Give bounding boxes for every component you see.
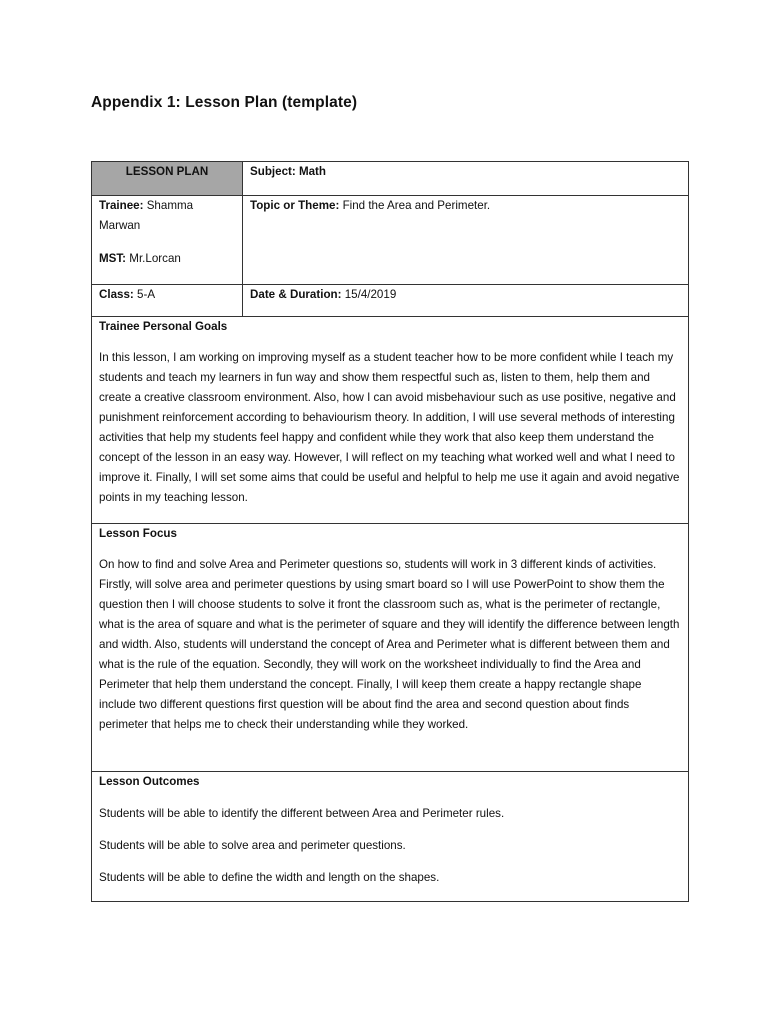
page-heading: Appendix 1: Lesson Plan (template): [91, 94, 358, 111]
trainee-cell: [92, 196, 243, 285]
lesson-plan-table: [91, 161, 689, 902]
lesson-outcomes-section: [92, 772, 689, 902]
trainee-value: Shamma Marwan: [99, 199, 194, 232]
table-row: [92, 524, 689, 772]
lesson-plan-header-cell: [92, 162, 243, 196]
mst-label: MST:: [99, 252, 127, 265]
lesson-outcome-item: Students will be able to solve area and perimeter questions.: [99, 839, 406, 852]
lesson-focus-section: [92, 524, 689, 772]
class-cell: [92, 285, 243, 317]
lesson-outcomes-title: Lesson Outcomes: [99, 775, 200, 788]
table-row: [92, 196, 689, 285]
mst-value: Mr.Lorcan: [129, 252, 181, 265]
lesson-focus-title: Lesson Focus: [99, 527, 177, 540]
lesson-outcome-item: Students will be able to define the width and length on the shapes.: [99, 871, 440, 884]
lesson-plan-label: LESSON PLAN: [125, 165, 209, 178]
table-row: [92, 317, 689, 524]
topic-cell: [243, 196, 689, 285]
subject-label: Subject: Math: [250, 165, 327, 178]
lesson-focus-text: On how to find and solve Area and Perimeter questions so, students will work in 3 different kinds of activities. Firstly, will solve area and perimeter questions by using smart board so I will use PowerPoint to show them the question then I will choose students to solve it front the classroom such as, what is the perimeter of rectangle, what is the area of square and what is the perimeter of square and they will identify the difference between length and width. Also, students will understand the concept of Area and Perimeter what is different between them and what is the rule of the equation. Secondly, they will work on the worksheet individually to find the Area and Perimeter that help them understand the concept. Finally, I will keep them create a happy rectangle shape include two different questions first question will be about find the area and second question about finds perimeter that helps me to check their understanding while they worked.: [99, 558, 680, 731]
date-value: 15/4/2019: [344, 288, 397, 301]
mst-line: [99, 249, 235, 269]
personal-goals-text: In this lesson, I am working on improving myself as a student teacher how to be more confident while I teach my students and teach my learners in fun way and show them respectful such as, listen to them, help them and create a creative classroom environment. Also, how I can avoid misbehaviour such as use positive, negative and punishment reinforcement according to behaviourism theory. In addition, I will use several methods of interesting activities that help my students feel happy and confident while they work that also keep them understand the concept of the lesson in an easy way. However, I will reflect on my teaching what worked well and what I need to improve it. Finally, I will set some aims that could be useful and helpful to help me use it again and avoid negative points in my teaching lesson.: [99, 351, 680, 504]
class-value: 5-A: [137, 288, 156, 301]
class-label: Class:: [99, 288, 134, 301]
topic-label: Topic or Theme:: [250, 199, 340, 212]
date-label: Date & Duration:: [250, 288, 342, 301]
table-row: [92, 772, 689, 902]
table-row: [92, 285, 689, 317]
trainee-label: Trainee:: [99, 199, 144, 212]
trainee-line: [99, 196, 235, 236]
personal-goals-title: Trainee Personal Goals: [99, 320, 228, 333]
topic-value: Find the Area and Perimeter.: [342, 199, 491, 212]
subject-cell: [243, 162, 689, 196]
lesson-outcome-item: Students will be able to identify the different between Area and Perimeter rules.: [99, 807, 505, 820]
table-row: [92, 162, 689, 196]
personal-goals-section: [92, 317, 689, 524]
date-cell: [243, 285, 689, 317]
